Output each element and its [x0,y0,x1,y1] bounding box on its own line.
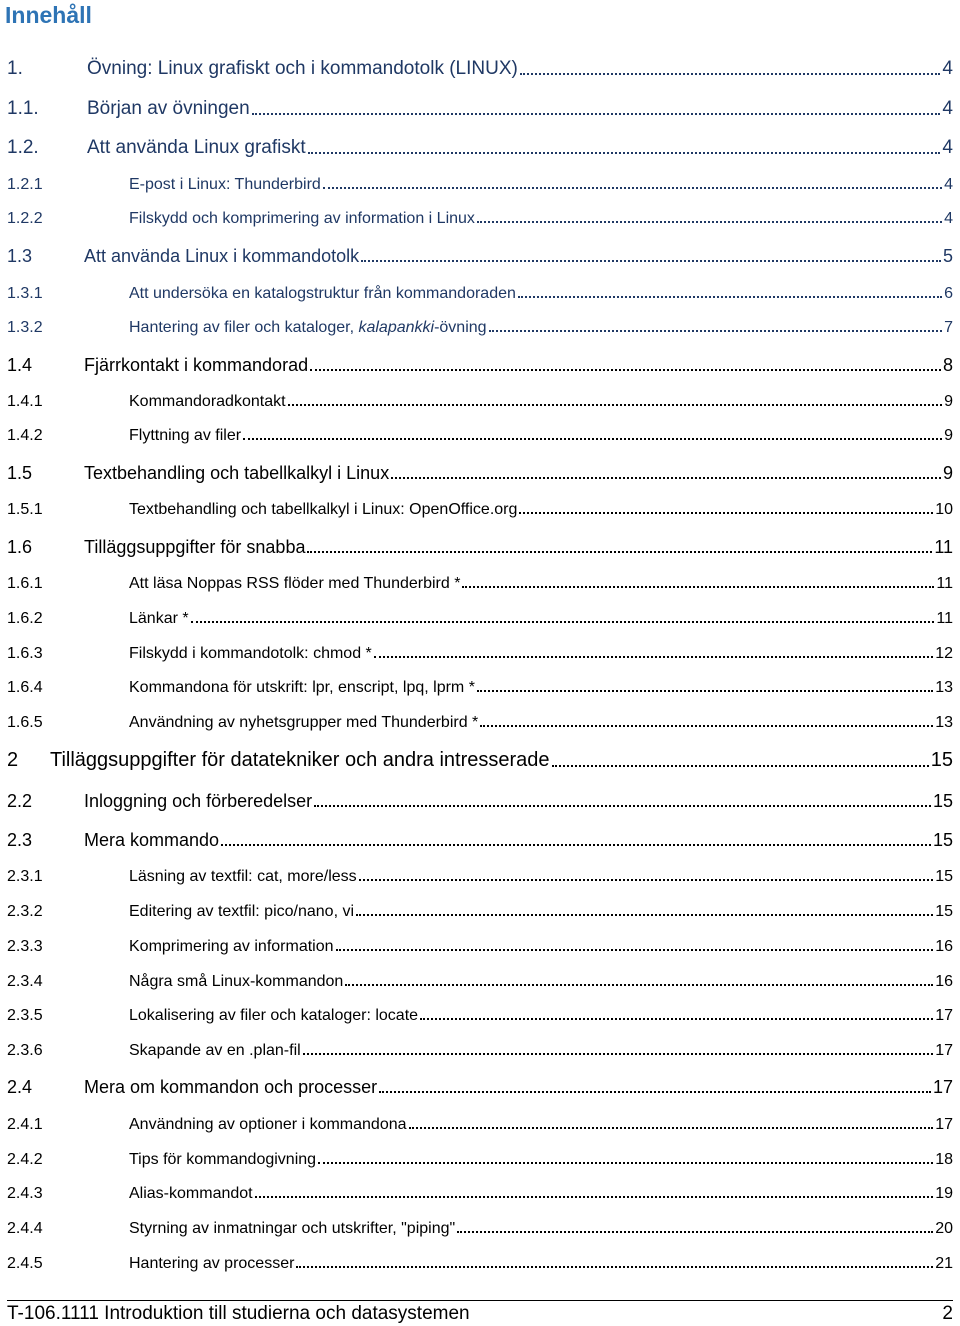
toc-number: 1.5.1 [7,501,43,518]
toc-leader [519,512,933,514]
toc-number: 1.3 [7,246,33,266]
toc-title: Att använda Linux i kommandotolk [84,246,360,266]
toc-number: 2.3.1 [7,868,43,885]
toc-title: Flyttning av filer [129,427,242,444]
toc-entry-2-4-2[interactable] [7,1151,953,1169]
toc-entry-2-3-1[interactable] [7,868,953,886]
toc-page: 4 [944,210,953,227]
toc-entry-1-3-1[interactable] [7,285,953,303]
toc-title: Filskydd i kommandotolk: chmod * [129,645,372,662]
toc-number: 2.4.4 [7,1220,43,1237]
toc-leader [361,260,941,262]
toc-leader [296,1266,933,1268]
toc-title: Tips för kommandogivning [129,1151,317,1168]
toc-number: 2.3.3 [7,938,43,955]
toc-entry-1-4[interactable] [7,355,953,376]
toc-title: Hantering av processer [129,1255,295,1272]
toc-number: 1.2. [7,137,39,158]
toc-entry-2-4[interactable] [7,1077,953,1098]
toc-entry-1-5-1[interactable] [7,501,953,519]
toc-entry-1-2[interactable] [7,137,953,159]
toc-number: 1.6.5 [7,714,43,731]
toc-entry-1-3-2[interactable] [7,319,953,337]
toc-page: 11 [936,575,953,592]
toc-leader [457,1231,933,1233]
toc-leader [288,404,943,406]
toc-page: 21 [935,1255,953,1272]
toc-leader [303,1053,934,1055]
toc-entry-1-2-1[interactable] [7,176,953,194]
toc-number: 2.2 [7,791,33,811]
toc-page: 17 [935,1007,953,1024]
toc-page: 15 [935,868,953,885]
toc-number: 2.3.6 [7,1042,43,1059]
toc-leader [520,73,941,75]
toc-page: 17 [935,1116,953,1133]
toc-number: 1.6.3 [7,645,43,662]
toc-page: 8 [942,355,953,375]
toc-entry-2-3-2[interactable] [7,903,953,921]
toc-leader [252,113,941,115]
toc-leader [374,656,933,658]
toc-page: 11 [936,610,953,627]
toc-leader [462,586,934,588]
toc-leader [221,844,931,846]
toc-title: Att undersöka en katalogstruktur från kommandoraden [129,285,516,302]
toc-page: 15 [935,903,953,920]
toc-entry-2-3[interactable] [7,830,953,851]
toc-number: 2.3 [7,830,33,850]
toc-leader [552,765,929,767]
toc-leader [409,1127,934,1129]
toc-title: Mera om kommandon och processer [84,1077,378,1097]
toc-page: 15 [930,749,953,771]
toc-leader [310,369,941,371]
toc-page: 4 [942,58,953,79]
toc-entry-2[interactable] [7,749,953,772]
toc-page: 9 [944,393,953,410]
toc-title: Användning av nyhetsgrupper med Thunderbird * [129,714,479,731]
toc-heading: Innehåll [5,2,92,28]
toc-number: 2.3.5 [7,1007,43,1024]
toc-page: 17 [932,1077,953,1097]
toc-number: 2.3.4 [7,973,43,990]
toc-number: 1.2.2 [7,210,43,227]
toc-entry-1-6[interactable] [7,537,953,558]
toc-leader [379,1091,931,1093]
toc-number: 1.3.1 [7,285,43,302]
toc-page: 4 [942,137,953,158]
toc-entry-1-4-2[interactable] [7,427,953,445]
toc-number: 2.3.2 [7,903,43,920]
toc-entry-1-6-3[interactable] [7,645,953,663]
toc-leader [255,1196,934,1198]
toc-title-italic: kalapankki [358,319,435,336]
toc-title: Filskydd och komprimering av information i Linux [129,210,475,227]
toc-leader [356,914,933,916]
toc-title: Tilläggsuppgifter för snabba [84,537,306,557]
toc-leader [336,949,934,951]
toc-title: Början av övningen [87,98,250,119]
toc-entry-2-2[interactable] [7,791,953,812]
toc-leader [323,187,942,189]
toc-number: 1.4.1 [7,393,43,410]
toc-number: 2.4.3 [7,1185,43,1202]
toc-number: 2 [7,749,19,771]
toc-entry-2-4-4[interactable] [7,1220,953,1238]
toc-leader [243,438,942,440]
page-footer [7,1300,953,1325]
toc-page: 4 [944,176,953,193]
toc-entry-1-3[interactable] [7,246,953,267]
toc-page: 15 [932,791,953,811]
toc-number: 2.4.5 [7,1255,43,1272]
toc-page: 10 [935,501,953,518]
toc-entry-1[interactable] [7,58,953,80]
toc-title: E-post i Linux: Thunderbird [129,176,321,193]
footer-page-number: 2 [942,1303,953,1324]
toc-title: Tilläggsuppgifter för datatekniker och andra intresserade [50,749,550,771]
toc-number: 2.4.1 [7,1116,43,1133]
toc-leader [391,477,941,479]
toc-number: 1.3.2 [7,319,43,336]
toc-entry-1-6-4[interactable] [7,679,953,697]
toc-page: 12 [935,645,953,662]
toc-number: 2.4 [7,1077,33,1097]
toc-number: 1.4 [7,355,33,375]
toc-entry-1-6-2[interactable] [7,610,953,628]
toc-page: 17 [935,1042,953,1059]
toc-title: Textbehandling och tabellkalkyl i Linux [84,463,390,483]
toc-title: Editering av textfil: pico/nano, vi [129,903,355,920]
toc-page: 4 [942,98,953,119]
toc-page: 19 [935,1185,953,1202]
toc-number: 1.6.2 [7,610,43,627]
toc-leader [345,984,933,986]
toc-title: Skapande av en .plan-fil [129,1042,301,1059]
toc-leader [359,879,934,881]
toc-entry-1-2-2[interactable] [7,210,953,228]
toc-title: Kommandona för utskrift: lpr, enscript, lpq, lprm * [129,679,475,696]
toc-title: Användning av optioner i kommandona [129,1116,407,1133]
toc-entry-2-4-5[interactable] [7,1255,953,1273]
toc-title: Lokalisering av filer och kataloger: locate [129,1007,419,1024]
toc-entry-2-3-4[interactable] [7,973,953,991]
toc-title: Styrning av inmatningar och utskrifter, "piping" [129,1220,456,1237]
toc-number: 1.6.1 [7,575,43,592]
toc-title: Övning: Linux grafiskt och i kommandotolk (LINUX) [87,58,518,79]
toc-title: Komprimering av information [129,938,334,955]
toc-entry-2-3-5[interactable] [7,1007,953,1025]
toc-entry-2-3-6[interactable] [7,1042,953,1060]
toc-page: 15 [932,830,953,850]
toc-title: Läsning av textfil: cat, more/less [129,868,357,885]
toc-title: Textbehandling och tabellkalkyl i Linux: OpenOffice.org [129,501,518,518]
toc-leader [477,221,942,223]
footer-course-title: T-106.1111 Introduktion till studierna och datasystemen [7,1303,470,1324]
toc-page: 9 [944,427,953,444]
toc-page: 13 [935,714,953,731]
toc-number: 1.1. [7,98,39,119]
toc-entry-2-3-3[interactable] [7,938,953,956]
toc-title: Fjärrkontakt i kommandorad [84,355,309,375]
toc-page: 13 [935,679,953,696]
toc-entry-1-4-1[interactable] [7,393,953,411]
toc-number: 2.4.2 [7,1151,43,1168]
toc-leader [308,152,941,154]
toc-leader [318,1162,933,1164]
toc-page: 5 [942,246,953,266]
toc-leader [307,551,932,553]
toc-title: Några små Linux-kommandon [129,973,344,990]
toc-number: 1. [7,58,23,79]
toc-leader [518,296,942,298]
toc-page: 6 [944,285,953,302]
toc-leader [420,1018,933,1020]
toc-page: 16 [935,973,953,990]
toc-leader [477,690,933,692]
toc-page: 7 [944,319,953,336]
toc-page: 11 [934,537,953,557]
toc-title: Alias-kommandot [129,1185,253,1202]
toc-entry-1-1[interactable] [7,98,953,120]
toc-leader [191,621,935,623]
toc-title: Mera kommando [84,830,220,850]
toc-page: 16 [935,938,953,955]
toc-leader [480,725,933,727]
toc-number: 1.5 [7,463,33,483]
toc-entry-1-5[interactable] [7,463,953,484]
toc-title: Länkar * [129,610,189,627]
toc-entry-1-6-5[interactable] [7,714,953,732]
toc-number: 1.4.2 [7,427,43,444]
toc-number: 1.2.1 [7,176,43,193]
toc-entry-1-6-1[interactable] [7,575,953,593]
toc-number: 1.6 [7,537,33,557]
toc-page: 20 [935,1220,953,1237]
toc-entry-2-4-3[interactable] [7,1185,953,1203]
toc-title: Inloggning och förberedelser [84,791,313,811]
toc-leader [314,805,931,807]
toc-leader [489,330,943,332]
toc-title: Att använda Linux grafiskt [87,137,306,158]
toc-page: 18 [935,1151,953,1168]
toc-title: Kommandoradkontakt [129,393,286,410]
toc-entry-2-4-1[interactable] [7,1116,953,1134]
toc-title: Hantering av filer och kataloger, kalapankki-övning [129,319,487,336]
toc-number: 1.6.4 [7,679,43,696]
toc-page: 9 [942,463,953,483]
toc-title: Att läsa Noppas RSS flöder med Thunderbird * [129,575,461,592]
